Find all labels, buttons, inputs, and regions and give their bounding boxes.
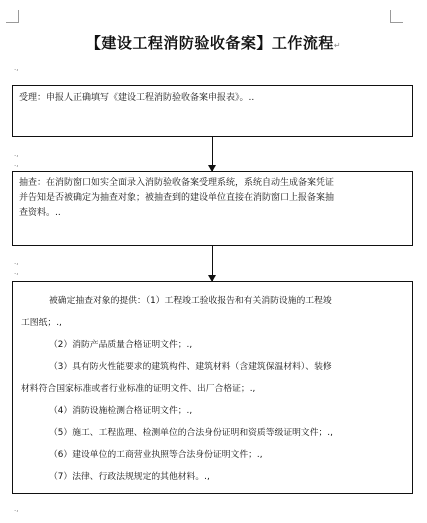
paragraph-mark-1: .,	[14, 64, 19, 72]
step-materials-box	[12, 281, 413, 494]
document-title-text: 【建设工程消防验收备案】工作流程	[85, 34, 334, 52]
materials-item-6: （6）建设单位的工商营业执照等合法身份证明文件；.,	[49, 450, 263, 460]
materials-item-3-cont: 材料符合国家标准或者行业标准的证明文件、出厂合格证；.,	[21, 384, 256, 394]
step-spot-check-line-1: 抽查：在消防窗口如实全面录入消防验收备案受理系统，系统自动生成备案凭证	[19, 178, 335, 188]
step-spot-check-box	[12, 171, 413, 246]
flow-arrow-1	[212, 137, 213, 171]
paragraph-mark: ↵	[333, 41, 342, 50]
materials-item-4: （4）消防设施检测合格证明文件；.,	[49, 406, 193, 416]
paragraph-mark-2: .,	[14, 150, 19, 158]
paragraph-mark-6: .,	[14, 505, 19, 513]
paragraph-mark-5: .,	[14, 268, 19, 276]
step-acceptance-box	[12, 85, 413, 137]
paragraph-mark-3: .,	[14, 160, 19, 168]
materials-item-7: （7）法律、行政法规规定的其他材料。.,	[49, 472, 210, 482]
paragraph-mark-4: .,	[14, 258, 19, 266]
document-title	[0, 32, 427, 53]
step-acceptance-text: 受理：申报人正确填写《建设工程消防验收备案申报表》。..	[19, 93, 255, 103]
step-spot-check-line-3: 查资料。..	[19, 208, 61, 218]
materials-item-5: （5）施工、工程监理、检测单位的合法身份证明和资质等级证明文件；.,	[49, 428, 333, 438]
materials-item-3: （3）具有防火性能要求的建筑构件、建筑材料（含建筑保温材料）、装修	[49, 362, 332, 372]
flow-arrow-2	[212, 246, 213, 281]
page-corner-mark-left	[6, 10, 19, 23]
materials-intro-cont: 工图纸；.,	[21, 318, 62, 328]
materials-intro-line: 被确定抽查对象的提供：（1）工程竣工验收报告和有关消防设施的工程竣	[49, 296, 332, 306]
page-corner-mark-right	[390, 10, 403, 23]
step-spot-check-line-2: 并告知是否被确定为抽查对象；被抽查到的建设单位直接在消防窗口上报备案抽	[19, 193, 335, 203]
materials-item-2: （2）消防产品质量合格证明文件；.,	[49, 340, 193, 350]
